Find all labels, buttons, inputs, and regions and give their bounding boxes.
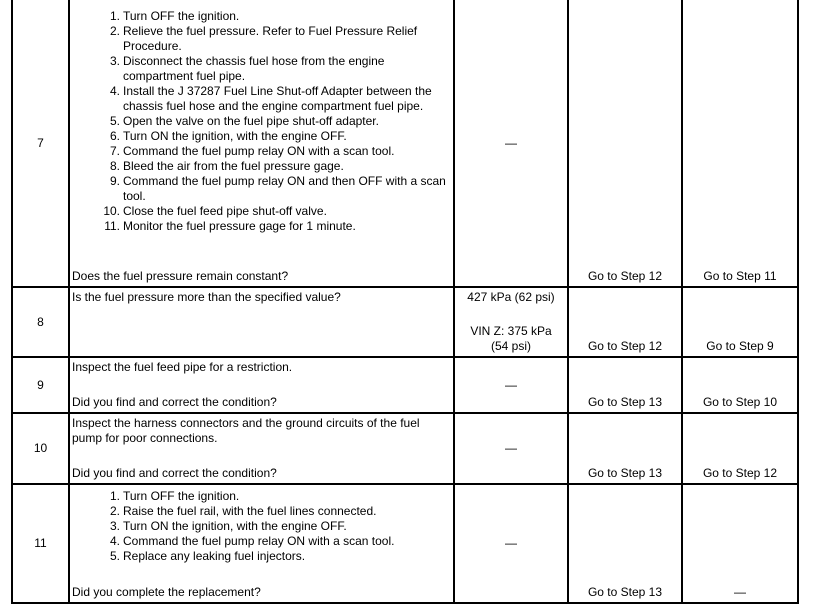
action-item (72, 549, 451, 564)
action-cell (69, 413, 454, 484)
action-number: 6. (109, 129, 120, 143)
action-list (72, 0, 451, 234)
action-item (72, 9, 451, 24)
spec-value-vin-psi: (54 psi) (490, 339, 531, 353)
instruction: Inspect the harness connectors and the ground circuits of the fuel pump for poor connections. (72, 416, 420, 445)
value-cell: — (454, 413, 568, 484)
question: Does the fuel pressure remain constant? (72, 269, 289, 283)
action-text: Open the valve on the fuel pipe shut-off adapter. (123, 114, 379, 128)
action-number: 11. (104, 219, 120, 233)
action-number: 4. (109, 84, 120, 98)
table-row (12, 484, 798, 603)
no-cell: Go to Step 12 (682, 413, 798, 484)
step-number: 11 (12, 484, 69, 603)
spec-value: 427 kPa (62 psi) (467, 290, 555, 304)
table-row (12, 0, 798, 287)
action-number: 5. (109, 549, 120, 563)
action-cell (69, 287, 454, 357)
action-text: Relieve the fuel pressure. Refer to Fuel Pressure Relief Procedure. (123, 24, 418, 53)
yes-cell: Go to Step 13 (568, 484, 682, 603)
action-item (72, 114, 451, 129)
action-text: Turn ON the ignition, with the engine OFF. (123, 129, 347, 143)
action-item (72, 159, 451, 174)
action-text: Command the fuel pump relay ON with a scan tool. (123, 144, 395, 158)
no-cell: Go to Step 10 (682, 357, 798, 413)
no-cell: Go to Step 9 (682, 287, 798, 357)
action-number: 5. (109, 114, 120, 128)
action-cell (69, 484, 454, 603)
yes-cell: Go to Step 12 (568, 287, 682, 357)
action-item (72, 144, 451, 159)
action-number: 1. (109, 9, 120, 23)
action-number: 2. (109, 504, 120, 518)
no-cell: — (682, 484, 798, 603)
question: Did you find and correct the condition? (72, 395, 277, 409)
action-item (72, 204, 451, 219)
action-number: 3. (109, 54, 120, 68)
action-item (72, 504, 451, 519)
value-cell: — (454, 0, 568, 287)
action-number: 10. (103, 204, 120, 218)
action-item (72, 534, 451, 549)
action-number: 2. (109, 24, 120, 38)
action-text: Turn ON the ignition, with the engine OFF. (123, 519, 347, 533)
yes-cell: Go to Step 12 (568, 0, 682, 287)
action-text: Close the fuel feed pipe shut-off valve. (123, 204, 327, 218)
action-cell (69, 0, 454, 287)
table-row (12, 357, 798, 413)
table-row (12, 287, 798, 357)
value-cell: — (454, 484, 568, 603)
action-number: 7. (109, 144, 120, 158)
question: Did you find and correct the condition? (72, 466, 277, 480)
step-number: 7 (12, 0, 69, 287)
diagnostic-table (11, 0, 799, 604)
action-text: Bleed the air from the fuel pressure gage. (123, 159, 344, 173)
action-text: Turn OFF the ignition. (123, 9, 240, 23)
step-number: 10 (12, 413, 69, 484)
value-cell: — (454, 357, 568, 413)
yes-cell: Go to Step 13 (568, 413, 682, 484)
action-item (72, 54, 451, 84)
action-item (72, 84, 451, 114)
action-item (72, 24, 451, 54)
table-row (12, 413, 798, 484)
action-list (72, 485, 451, 564)
action-number: 9. (109, 174, 120, 188)
action-item (72, 519, 451, 534)
action-text: Install the J 37287 Fuel Line Shut-off Adapter between the chassis fuel hose and the engine compartment fuel pipe. (123, 84, 432, 113)
action-text: Monitor the fuel pressure gage for 1 minute. (123, 219, 356, 233)
step-number: 8 (12, 287, 69, 357)
action-item (72, 129, 451, 144)
action-text: Command the fuel pump relay ON with a scan tool. (123, 534, 395, 548)
spec-value-vin: VIN Z: 375 kPa (470, 324, 552, 338)
action-number: 1. (109, 489, 120, 503)
action-text: Turn OFF the ignition. (123, 489, 240, 503)
yes-cell: Go to Step 13 (568, 357, 682, 413)
value-cell (454, 287, 568, 357)
action-item (72, 174, 451, 204)
no-cell: Go to Step 11 (682, 0, 798, 287)
action-text: Disconnect the chassis fuel hose from the engine compartment fuel pipe. (123, 54, 385, 83)
instruction: Inspect the fuel feed pipe for a restriction. (72, 360, 293, 374)
action-number: 4. (109, 534, 120, 548)
action-item (72, 489, 451, 504)
action-text: Command the fuel pump relay ON and then OFF with a scan tool. (123, 174, 446, 203)
action-text: Raise the fuel rail, with the fuel lines connected. (123, 504, 377, 518)
action-number: 3. (109, 519, 120, 533)
action-item (72, 219, 451, 234)
action-text: Replace any leaking fuel injectors. (123, 549, 306, 563)
step-number: 9 (12, 357, 69, 413)
action-cell (69, 357, 454, 413)
question: Is the fuel pressure more than the specified value? (72, 290, 341, 304)
action-number: 8. (109, 159, 120, 173)
question: Did you complete the replacement? (72, 585, 261, 599)
